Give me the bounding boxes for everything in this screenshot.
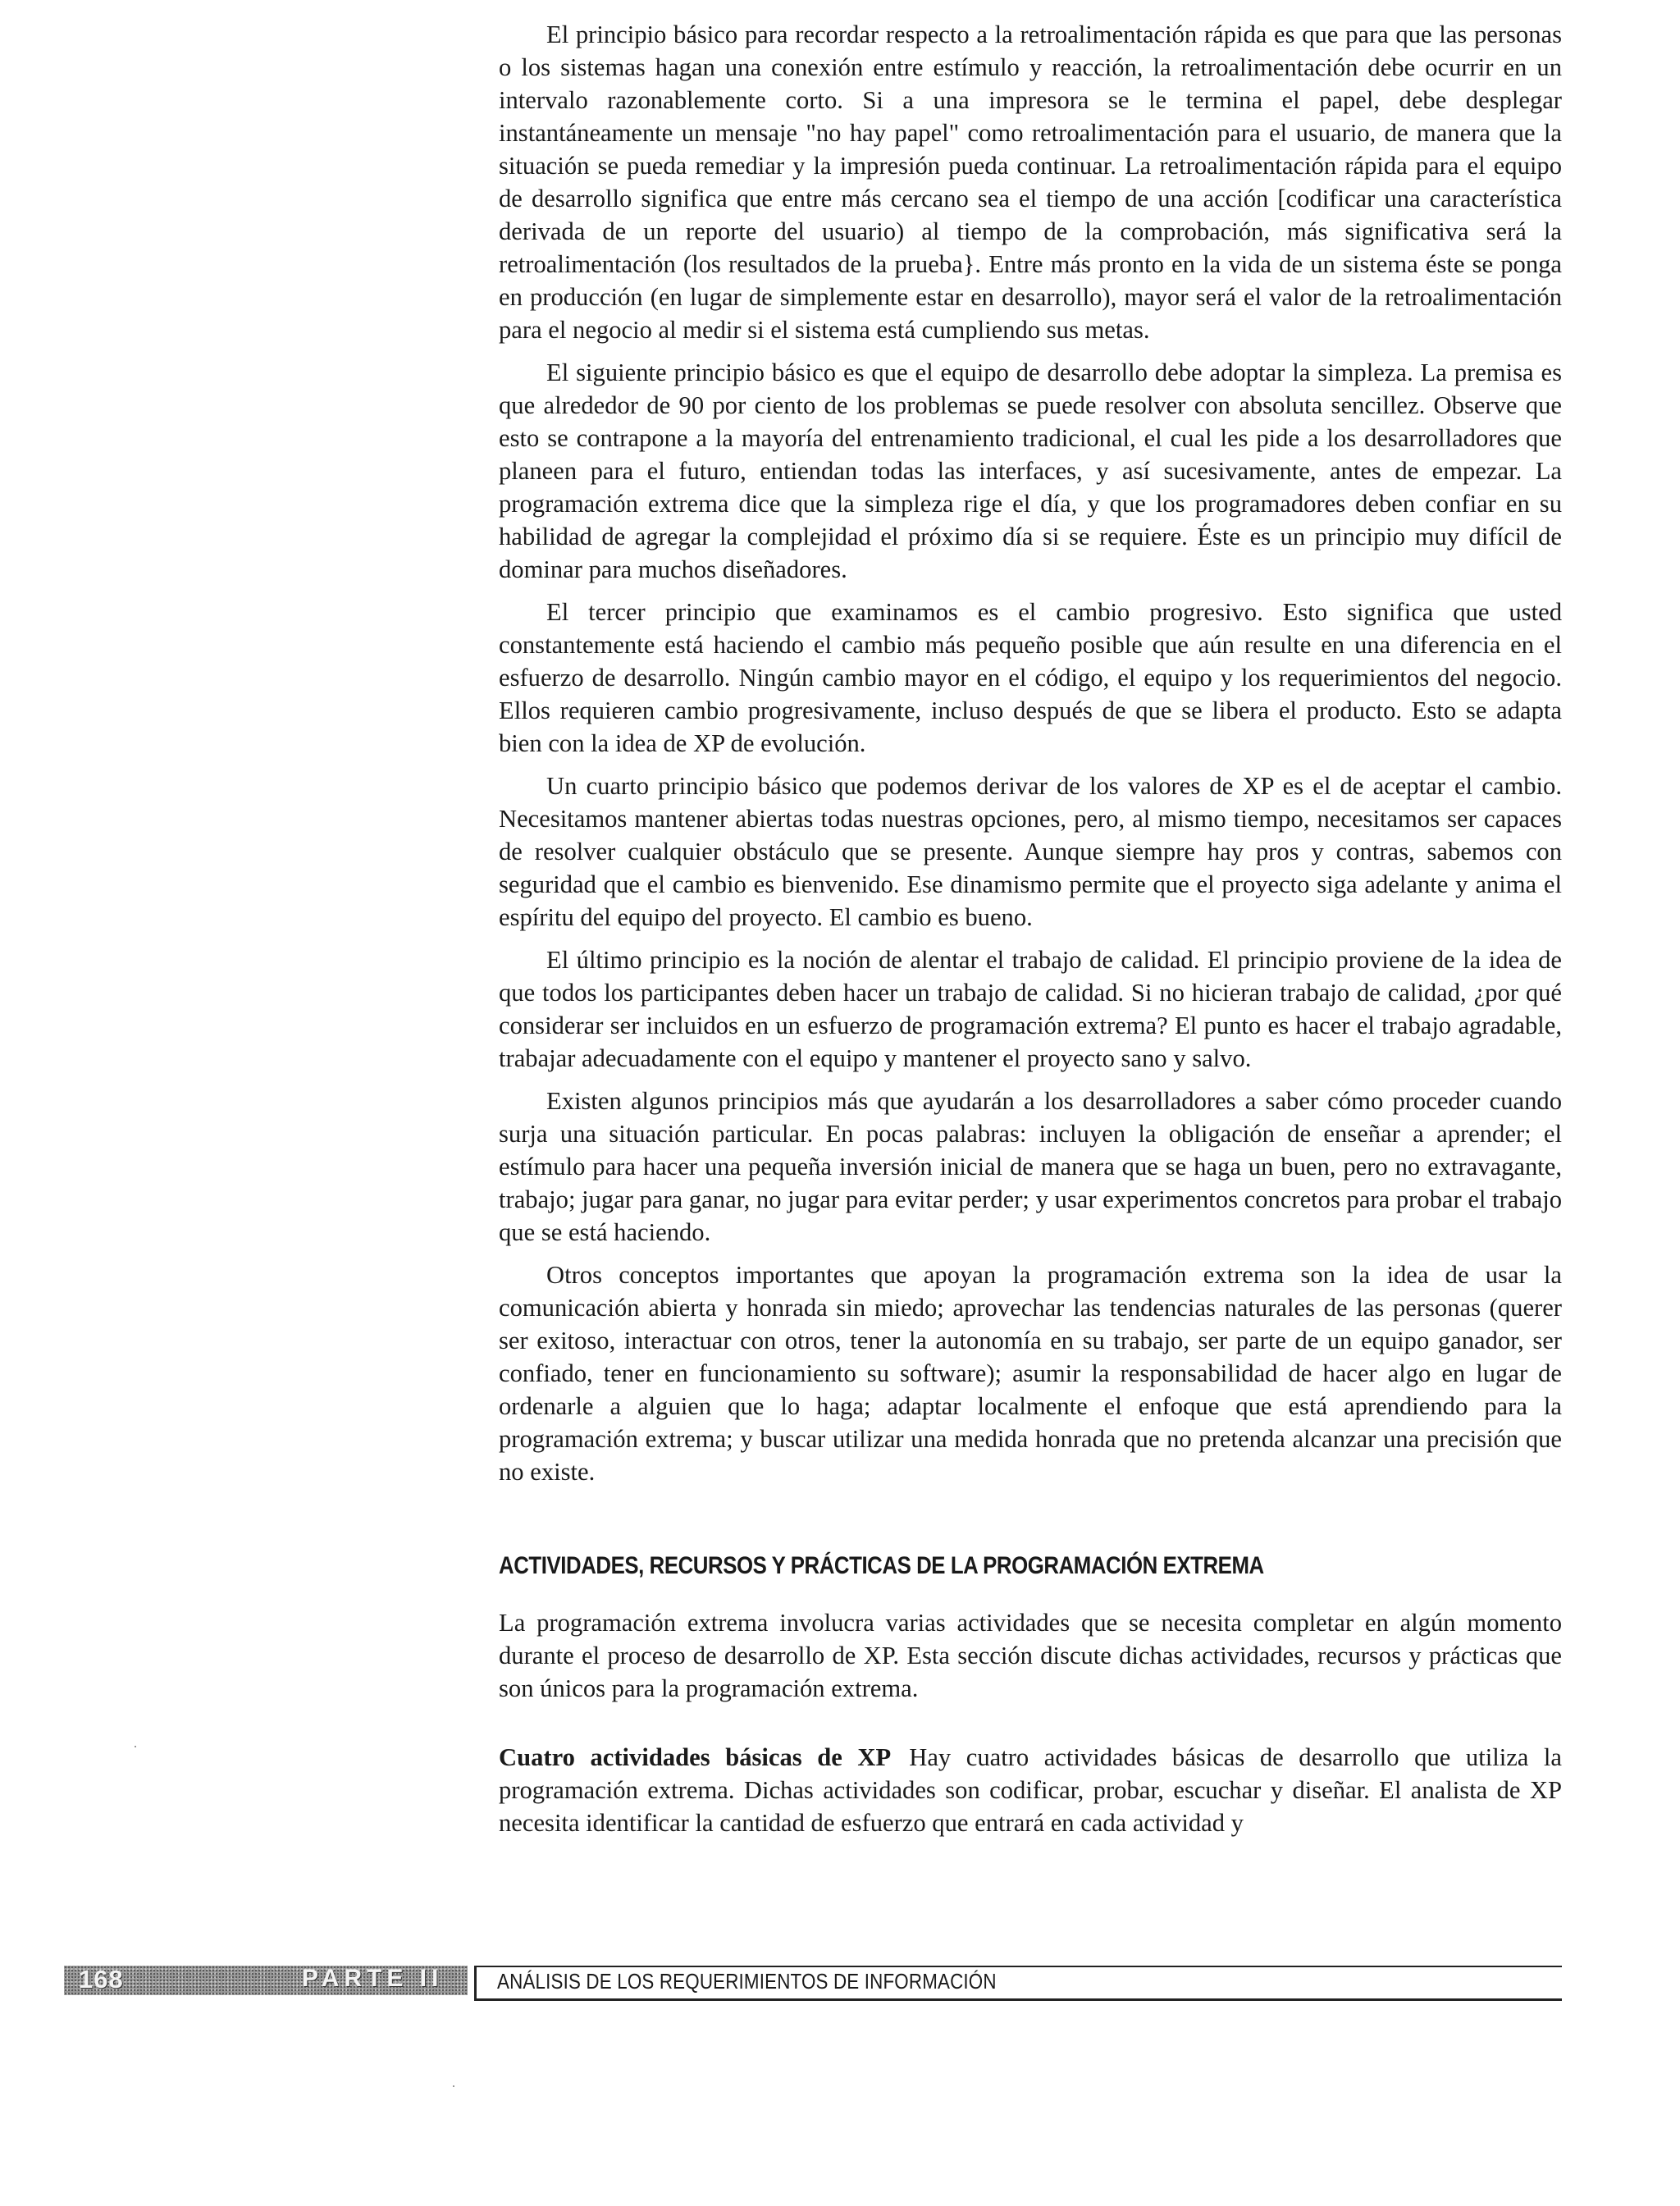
paragraph-other-concepts: Otros conceptos importantes que apoyan la programación extrema son la idea de usar la comunicación abierta y honrada sin miedo; aprovechar las tendencias naturales de las personas (querer ser exitoso, interactuar con otros, tener la autonomía en su trabajo, ser parte de un equipo ganador, ser confiado, tener en funcionamiento su software); asumir la responsabilidad de hacer algo en lugar de ordenarle a alguien que lo haga; adaptar localmente el enfoque que está aprendiendo para la programación extrema; y buscar utilizar una medida honrada que no pretenda alcanzar una precisión que no existe. xyxy=(499,1261,1562,1486)
subsection-run-in-heading: Cuatro actividades básicas de XP xyxy=(499,1743,892,1771)
main-text-column xyxy=(499,18,1562,1849)
paragraph-simplicity: El siguiente principio básico es que el equipo de desarrollo debe adoptar la simpleza. La premisa es que alrededor de 90 por ciento de los problemas se puede resolver con absoluta sencillez. Observe que esto se contrapone a la mayoría del entrenamiento tradicional, el cual les pide a los desarrolladores que planeen para el futuro, entiendan todas las interfaces, y así sucesivamente, antes de empezar. La programación extrema dice que la simpleza rige el día, y que los programadores deben confiar en su habilidad de agregar la complejidad el próximo día si se requiere. Éste es un principio muy difícil de dominar para muchos diseñadores. xyxy=(499,359,1562,583)
running-footer-title: ANÁLISIS DE LOS REQUERIMIENTOS DE INFORMACIÓN xyxy=(497,1969,997,1994)
section-heading: ACTIVIDADES, RECURSOS Y PRÁCTICAS DE LA PROGRAMACIÓN EXTREMA xyxy=(499,1552,1264,1579)
section-intro: La programación extrema involucra varias actividades que se necesita completar en algún momento durante el proceso de desarrollo de XP. Esta sección discute dichas actividades, recursos y prácticas que son únicos para la programación extrema. xyxy=(499,1609,1562,1702)
part-label: PARTE II xyxy=(302,1965,444,1992)
footer-top-rule xyxy=(474,1966,1562,1967)
scan-speck xyxy=(453,2085,454,2087)
paragraph-embrace-change: Un cuarto principio básico que podemos derivar de los valores de XP es el de aceptar el cambio. Necesitamos mantener abiertas todas nuestras opciones, pero, al mismo tiempo, necesitamos ser capaces de resolver cualquier obstáculo que se presente. Aunque siempre hay pros y contras, sabemos con seguridad que el cambio es bienvenido. Ese dinamismo permite que el proyecto siga adelante y anima el espíritu del equipo del proyecto. El cambio es bueno. xyxy=(499,772,1562,931)
footer-texture-bar xyxy=(64,1966,468,1995)
subsection-paragraph xyxy=(499,1741,1562,1839)
paragraph-quality-work: El último principio es la noción de alentar el trabajo de calidad. El principio proviene de la idea de que todos los participantes deben hacer un trabajo de calidad. Si no hicieran trabajo de calidad, ¿por qué considerar ser incluidos en un esfuerzo de programación extrema? El punto es hacer el trabajo agradable, trabajar adecuadamente con el equipo y mantener el proyecto sano y salvo. xyxy=(499,946,1562,1072)
subsection-text: Hay cuatro actividades básicas de desarrollo que utiliza la programación extrema. Dichas actividades son codificar, probar, escuchar y diseñar. El analista de XP necesita identificar la cantidad de esfuerzo que entrará en cada actividad y xyxy=(499,1743,1562,1837)
paragraph-fast-feedback: El principio básico para recordar respecto a la retroalimentación rápida es que para que las personas o los sistemas hagan una conexión entre estímulo y reacción, la retroalimentación debe ocurrir en un intervalo razonablemente corto. Si a una impresora se le termina el papel, debe desplegar instantáneamente un mensaje "no hay papel" como retroalimentación para el usuario, de manera que la situación se pueda remediar y la impresión pueda continuar. La retroalimentación rápida para el equipo de desarrollo significa que entre más cercano sea el tiempo de una acción [codificar una característica derivada de un reporte del usuario) al tiempo de la comprobación, más significativa será la retroalimentación (los resultados de la prueba}. Entre más pronto en la vida de un sistema éste se ponga en producción (en lugar de simplemente estar en desarrollo), mayor será el valor de la retroalimentación para el negocio al medir si el sistema está cumpliendo sus metas. xyxy=(499,21,1562,344)
page-footer xyxy=(0,1966,1680,2015)
footer-divider xyxy=(474,1966,477,2001)
paragraph-more-principles: Existen algunos principios más que ayudarán a los desarrolladores a saber cómo proceder cuando surja una situación particular. En pocas palabras: incluyen la obligación de enseñar a aprender; el estímulo para hacer una pequeña inversión inicial de manera que se haga un buen, pero no extravagante, trabajo; jugar para ganar, no jugar para evitar perder; y usar experimentos concretos para probar el trabajo que se está haciendo. xyxy=(499,1087,1562,1246)
page-number: 168 xyxy=(79,1965,124,1994)
paragraph-incremental-change: El tercer principio que examinamos es el cambio progresivo. Esto significa que usted constantemente está haciendo el cambio más pequeño posible que aún resulte en una diferencia en el esfuerzo de desarrollo. Ningún cambio mayor en el código, el equipo y los requerimientos del negocio. Ellos requieren cambio progresivamente, incluso después de que se libera el producto. Esto se adapta bien con la idea de XP de evolución. xyxy=(499,598,1562,757)
scan-speck xyxy=(135,1746,136,1747)
footer-bottom-rule xyxy=(474,1998,1562,2001)
